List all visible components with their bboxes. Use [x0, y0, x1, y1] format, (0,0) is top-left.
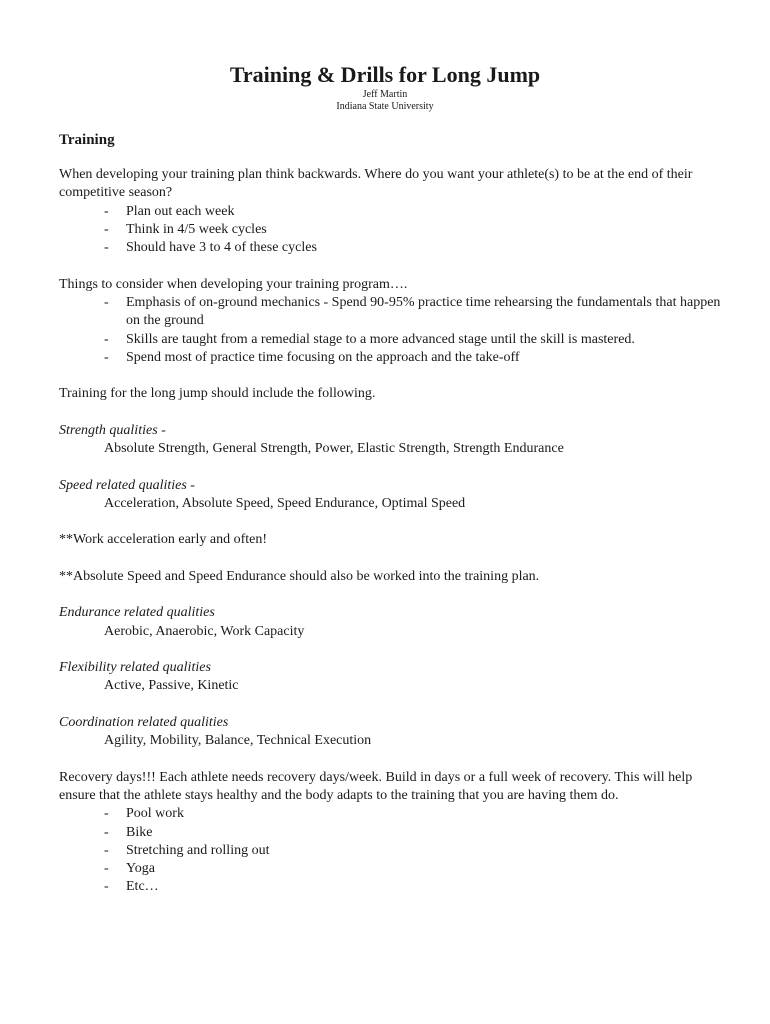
include-paragraph: Training for the long jump should include the following. — [59, 386, 376, 402]
spacer — [59, 513, 729, 531]
list-item — [59, 878, 729, 896]
intro-paragraph: When developing your training plan think backwards. Where do you want your athlete(s) to be at the end of their competitive season? — [59, 167, 693, 201]
coordination-value: Agility, Mobility, Balance, Technical Execution — [104, 733, 372, 749]
intro-list — [59, 203, 729, 258]
list-item-text: Think in 4/5 week cycles — [126, 221, 267, 237]
document-title: Training & Drills for Long Jump — [229, 62, 541, 87]
spacer — [59, 696, 729, 714]
dash-bullet: - — [104, 240, 109, 256]
dash-bullet: - — [104, 349, 109, 365]
recovery-paragraph: Recovery days!!! Each athlete needs recovery days/week. Build in days or a full week of recovery. This will help ensure that the athlete stays healthy and the body adapts to the training that you are having them do. — [59, 769, 693, 803]
list-item-text: Stretching and rolling out — [126, 842, 270, 858]
spacer — [59, 257, 729, 275]
list-item — [59, 203, 729, 221]
dash-bullet: - — [104, 824, 109, 840]
list-item — [59, 294, 729, 331]
spacer — [59, 550, 729, 568]
list-item-text: Emphasis of on-ground mechanics - Spend 90-95% practice time rehearsing the fundamentals that happen on the ground — [126, 294, 721, 329]
spacer — [59, 751, 729, 769]
list-item-text: Bike — [126, 824, 153, 840]
endurance-label: Endurance related qualities — [59, 605, 215, 621]
author-affiliation: Indiana State University — [336, 101, 434, 112]
author-name: Jeff Martin — [362, 89, 408, 100]
speed-label: Speed related qualities - — [59, 477, 195, 493]
speed-value: Acceleration, Absolute Speed, Speed Endurance, Optimal Speed — [104, 495, 466, 511]
spacer — [59, 586, 729, 604]
dash-bullet: - — [104, 861, 109, 877]
strength-label: Strength qualities - — [59, 422, 166, 438]
dash-bullet: - — [104, 294, 109, 310]
dash-bullet: - — [104, 842, 109, 858]
list-item-text: Plan out each week — [126, 203, 235, 219]
recovery-list — [59, 805, 729, 896]
acceleration-note: **Work acceleration early and often! — [59, 532, 267, 548]
considerations-list — [59, 294, 729, 367]
spacer — [59, 367, 729, 385]
list-item — [59, 221, 729, 239]
dash-bullet: - — [104, 331, 109, 347]
list-item — [59, 239, 729, 257]
dash-bullet: - — [104, 221, 109, 237]
list-item — [59, 824, 729, 842]
strength-value: Absolute Strength, General Strength, Power, Elastic Strength, Strength Endurance — [104, 441, 564, 457]
list-item-text: Should have 3 to 4 of these cycles — [126, 240, 317, 256]
spacer — [59, 150, 729, 166]
spacer — [59, 641, 729, 659]
spacer — [59, 404, 729, 422]
endurance-value: Aerobic, Anaerobic, Work Capacity — [104, 623, 305, 639]
list-item — [59, 805, 729, 823]
dash-bullet: - — [104, 806, 109, 822]
coordination-label: Coordination related qualities — [59, 714, 229, 730]
spacer — [59, 458, 729, 476]
dash-bullet: - — [104, 203, 109, 219]
speed-endurance-note: **Absolute Speed and Speed Endurance should also be worked into the training plan. — [59, 568, 540, 584]
list-item-text: Yoga — [126, 861, 155, 877]
list-item — [59, 842, 729, 860]
list-item — [59, 331, 729, 349]
list-item-text: Pool work — [126, 806, 184, 822]
dash-bullet: - — [104, 879, 109, 895]
document-body — [59, 130, 729, 897]
section-heading-training: Training — [59, 132, 115, 148]
list-item — [59, 349, 729, 367]
flexibility-value: Active, Passive, Kinetic — [104, 678, 239, 694]
flexibility-label: Flexibility related qualities — [59, 660, 211, 676]
list-item — [59, 860, 729, 878]
list-item-text: Skills are taught from a remedial stage to a more advanced stage until the skill is mastered. — [126, 331, 635, 347]
list-item-text: Etc… — [126, 879, 159, 895]
list-item-text: Spend most of practice time focusing on the approach and the take-off — [126, 349, 520, 365]
considerations-paragraph: Things to consider when developing your training program…. — [59, 276, 408, 292]
